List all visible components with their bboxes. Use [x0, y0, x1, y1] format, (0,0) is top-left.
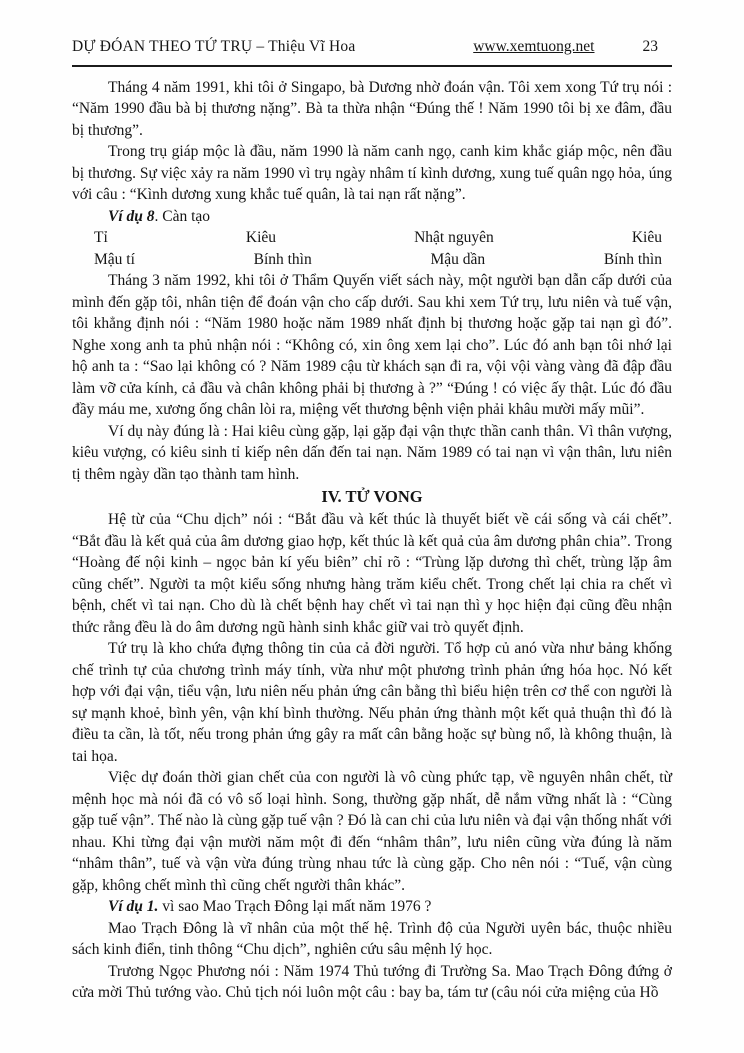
paragraph-chu-dich-quote: Hệ từ của “Chu dịch” nói : “Bắt đầu và kết thúc là thuyết biết về cái sống và cái chết”. “Bắt đầu là kết quả của âm dương giao hợp, kết thúc là kết quả của âm dương phân chia”. Trong “Hoàng đế nội kinh – ngọc bản kí yếu biên” chỉ rõ : “Trùng lặp dương thì chết, trùng lặp âm cũng chết”. Người ta một kiểu sống nhưng hàng trăm kiểu chết. Trong chết lại chia ra chết vì bệnh, chết vì tai nạn. Cho dù là chết bệnh hay chết vì tai nạn thì y học hiện đại cũng đều nhận thức rằng đều là do âm dương ngũ hành sinh khắc giữ vai trò quyết định. — [72, 511, 672, 636]
pillar-cell: Mậu dần — [430, 250, 486, 268]
example-1-rest: vì sao Mao Trạch Đông lại mất năm 1976 ? — [158, 898, 432, 915]
paragraph-truong-ngoc-phuong: Trương Ngọc Phương nói : Năm 1974 Thủ tướng đi Trường Sa. Mao Trạch Đông đứng ở cửa mời Thủ tướng vào. Chủ tịch nói luôn một câu : bay ba, tám tư (câu nói cửa miệng của Hồ — [72, 962, 672, 1001]
paragraph-tham-quyen-story: Tháng 3 năm 1992, khi tôi ở Thẩm Quyến viết sách này, một người bạn dẫn cấp dưới của mình đến gặp tôi, nhân tiện để đoán vận cho cấp dưới. Sau khi xem Tứ trụ, lưu niên và tuế vận, tôi khẳng định nói : “Năm 1980 hoặc năm 1989 nhất định bị thương hoặc gặp tai nạn gì đó”. Nghe xong anh ta phủ nhận nói : “Không có, xin ông xem lại cho”. Lúc đó anh bạn tôi nhớ lại hộ anh ta : “Sao lại không có ? Năm 1989 cậu từ khách sạn đi ra, vội vội vàng vàng đã đập đầu làm vỡ cửa kính, cả đầu và chân không phải bị thương à ?” “Đúng ! có việc ấy thật. Lúc đó đầu đầy máu me, xương ống chân lòi ra, miệng vết thương bệnh viện phải khâu mười mấy mũi”. — [72, 272, 672, 418]
pillar-cell: Bính thìn — [603, 250, 662, 268]
pillar-cell: Kiêu — [631, 229, 662, 246]
example-1-label: Ví dụ 1. — [108, 898, 159, 915]
website-link[interactable]: www.xemtuong.net — [473, 38, 595, 55]
page-number: 23 — [642, 38, 658, 55]
paragraph-death-prediction: Việc dự đoán thời gian chết của con người là vô cùng phức tạp, về nguyên nhân chết, từ mệnh học mà nói đã có vô số loại hình. Song, thường gặp nhất, dễ nắm vững nhất là : “Cùng gặp tuế vận”. Thế nào là cùng gặp tuế vận ? Đó là can chi của lưu niên và đại vận thống nhất với nhau. Khi từng đại vận mười năm một đi đến “nhâm thân”, lưu niên cũng vừa đúng là năm “nhâm thân”, tuế và vận vừa đúng trùng nhau tức là cùng gặp. Cho nên nói : “Tuế, vận cùng gặp, không chết mình thì cũng chết người thân khác”. — [72, 769, 672, 894]
paragraph-canh-ngo-analysis: Trong trụ giáp mộc là đầu, năm 1990 là năm canh ngọ, canh kim khắc giáp mộc, nên đầu bị thương. Sự việc xảy ra năm 1990 vì trụ ngày nhâm tí kình dương, xung tuế quân ngọ hỏa, úng với câu : “Kình dương xung khắc tuế quân, là tai nạn rất nặng”. — [72, 143, 672, 203]
page-header — [72, 36, 672, 58]
pillar-cell: Tỉ — [94, 229, 108, 246]
paragraph-mao-biography: Mao Trạch Đông là vĩ nhân của một thế hệ. Trình độ của Người uyên bác, thuộc nhiều sách kinh điển, tinh thông “Chu dịch”, nghiên cứu sâu mệnh lý học. — [72, 919, 672, 958]
example-1-caption — [72, 896, 672, 918]
pillar-cell: Nhật nguyên — [414, 229, 494, 246]
pillar-table-row-stems — [72, 249, 672, 271]
paragraph-singapore-case: Tháng 4 năm 1991, khi tôi ở Singapo, bà Dương nhờ đoán vận. Tôi xem xong Tứ trụ nói : “Năm 1990 đầu bà bị thương nặng”. Bà ta thừa nhận “Đúng thế ! Năm 1990 tôi bị xe đâm, đầu bị thương”. — [72, 78, 672, 139]
pillar-table-row-gods — [72, 227, 672, 249]
header-divider — [72, 65, 672, 67]
pillar-cell: Bính thìn — [253, 250, 312, 268]
pillar-cell: Kiêu — [245, 229, 277, 246]
paragraph-example-conclusion: Ví dụ này đúng là : Hai kiêu cùng gặp, lại gặp đại vận thực thần canh thân. Vì thân vượng, kiêu vượng, có kiêu sinh tỉ kiếp nên dấn đến tai nạn. Năm 1989 có tai nạn vì vận thân, lưu niên tị thêm ngày dần tạo thành tam hình. — [72, 422, 672, 483]
paragraph-tu-tru-information: Tứ trụ là kho chứa đựng thông tin của cả đời người. Tổ hợp củ anó vừa như bảng khống chế trình tự của chương trình máy tính, vừa như một phương trình phản ứng hóa học. Nó kết hợp với đại vận, tiểu vận, lưu niên nếu phản ứng cân bằng thì biểu hiện trên cơ thể con người là sự mạnh khoẻ, bình yên, vận khí bình thường. Nếu phản ứng thành một kết quả thuận thì đó là điều ta cần, là tốt, nếu trong phản ứng gây ra mất cân bằng hoặc sự bùng nổ, là không thuận, là tai họa. — [72, 640, 672, 765]
book-title: DỰ ĐÓAN THEO TỨ TRỤ – Thiệu Vĩ Hoa — [72, 38, 356, 55]
pillar-table — [72, 227, 672, 270]
pillar-cell: Mậu tí — [94, 250, 135, 268]
section-heading-tu-vong: IV. TỬ VONG — [321, 487, 423, 506]
example-8-label: Ví dụ 8 — [108, 207, 155, 225]
example-8-rest: . Càn tạo — [154, 207, 211, 225]
example-8-caption — [72, 206, 672, 228]
